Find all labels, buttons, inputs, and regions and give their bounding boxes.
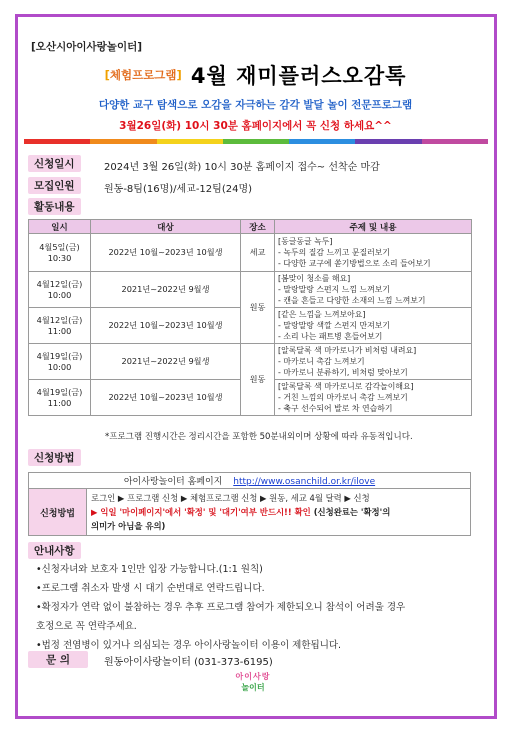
- list-item: 호정으로 꼭 연락주세요.: [36, 621, 137, 632]
- list-item: •확정자가 연락 없이 불참하는 경우 추후 프로그램 참여가 제한되오니 참석이 어려울 경우: [36, 602, 406, 613]
- rainbow-segment: [422, 139, 488, 144]
- apply-steps-line: 로그인 ▶ 프로그램 신청 ▶ 체험프로그램 신청 ▶ 원동, 세교 4월 달력 ▶ 신청: [91, 493, 370, 503]
- homepage-label: 아이사랑놀이터 홈페이지: [123, 477, 223, 487]
- rainbow-segment: [355, 139, 421, 144]
- recruit-value: 원동-8팀(16명)/세교-12팀(24명): [104, 184, 253, 195]
- apply-steps: [87, 489, 471, 536]
- row-topic: [동글동글 녹두] - 녹두의 질감 느끼고 문질러보기 - 다양한 교구에 쏟기방법으로 소리 들어보기: [275, 234, 472, 272]
- rainbow-segment: [289, 139, 355, 144]
- rainbow-segment: [90, 139, 156, 144]
- title-block: [0, 60, 511, 90]
- apply-warning-cont: 의미가 아님을 유의): [91, 521, 166, 531]
- recruit-label: 모집인원: [28, 177, 81, 194]
- subtitle-apply-time: 3월26일(화) 10시 30분 홈페이지에서 꼭 신청 하세요^^: [119, 120, 392, 132]
- row-date: 4월5일(금) 10:30: [29, 234, 91, 272]
- rainbow-segment: [24, 139, 90, 144]
- duration-note: *프로그램 진행시간은 정리시간을 포함한 50분내외이며 상황에 따라 유동적입니다.: [105, 432, 413, 442]
- row-date: 4월12일(금) 10:00: [29, 272, 91, 308]
- row-topic: [봄맞이 청소를 해요] - 말랑말랑 스펀지 느낌 느껴보기 - 캔을 흔들고 다양한 소재의 느낌 느껴보기: [275, 272, 472, 308]
- row-topic: [알록달록 색 마카로니가 비처럼 내려요] - 마카로니 촉감 느껴보기 - 마카로니 분류하기, 비처럼 맞아보기: [275, 344, 472, 380]
- table-row: [29, 272, 472, 308]
- guide-label: 안내사항: [28, 542, 81, 559]
- activity-label: 활동내용: [28, 198, 81, 215]
- aisarang-logo: 아이사랑 놀이터: [235, 672, 271, 692]
- homepage-link[interactable]: http://www.osanchild.or.kr/ilove: [233, 477, 376, 487]
- row-date: 4월19일(금) 11:00: [29, 380, 91, 416]
- apply-method-head: 신청방법: [29, 489, 87, 536]
- row-place: 원동: [241, 344, 275, 416]
- contact-label: 문 의: [28, 651, 88, 668]
- header-date: 일시: [29, 220, 91, 234]
- apply-method-table: [28, 472, 471, 536]
- row-topic: [같은 느낌을 느껴보아요] - 말랑말랑 색깔 스펀지 만져보기 - 소리 나는 패트병 흔들어보기: [275, 308, 472, 344]
- guide-list: [36, 560, 476, 655]
- org-name: [오산시아이사랑놀이터]: [31, 41, 143, 53]
- list-item: •법정 전염병이 있거나 의심되는 경우 아이사랑놀이터 이용이 제한됩니다.: [36, 640, 342, 651]
- row-date: 4월12일(금) 11:00: [29, 308, 91, 344]
- row-target: 2021년~2022년 9월생: [91, 344, 241, 380]
- list-item: •프로그램 취소자 발생 시 대기 순번대로 연락드립니다.: [36, 583, 265, 594]
- row-place: 세교: [241, 234, 275, 272]
- contact-value: 원동아이사랑놀이터 (031-373-6195): [104, 657, 273, 668]
- table-row: [29, 344, 472, 380]
- apply-method-label: 신청방법: [28, 449, 81, 466]
- rainbow-segment: [223, 139, 289, 144]
- row-place: 원동: [241, 272, 275, 344]
- schedule-table: [28, 219, 472, 416]
- row-target: 2022년 10월~2023년 10월생: [91, 308, 241, 344]
- table-row: [29, 234, 472, 272]
- row-topic: [알록달록 색 마카로니로 감각놀이해요] - 거친 느낌의 마카로니 촉감 느껴보기 - 축구 선수되어 발로 차 연습하기: [275, 380, 472, 416]
- list-item: •신청자녀와 보호자 1인만 입장 가능합니다.(1:1 원칙): [36, 564, 263, 575]
- subtitle-description: 다양한 교구 탐색으로 오감을 자극하는 감각 발달 놀이 전문프로그램: [98, 99, 413, 111]
- row-date: 4월19일(금) 10:00: [29, 344, 91, 380]
- rainbow-segment: [157, 139, 223, 144]
- header-topic: 주제 및 내용: [275, 220, 472, 234]
- program-tag: [체험프로그램]: [104, 68, 182, 82]
- row-target: 2022년 10월~2023년 10월생: [91, 380, 241, 416]
- schedule-header-row: [29, 220, 472, 234]
- rainbow-divider: [24, 139, 488, 144]
- homepage-row: [29, 473, 471, 489]
- apply-date-value: 2024년 3월 26일(화) 10시 30분 홈페이지 접수~ 선착순 마감: [104, 162, 380, 173]
- apply-warning: ▶ 익일 '마이페이지'에서 '확정' 및 '대기'여부 반드시!! 확인 (신청완료는 '확정'의: [91, 507, 391, 517]
- header-target: 대상: [91, 220, 241, 234]
- header-place: 장소: [241, 220, 275, 234]
- row-target: 2022년 10월~2023년 10월생: [91, 234, 241, 272]
- page-title: 4월 재미플러스오감톡: [190, 64, 407, 88]
- apply-date-label: 신청일시: [28, 155, 81, 172]
- row-target: 2021년~2022년 9월생: [91, 272, 241, 308]
